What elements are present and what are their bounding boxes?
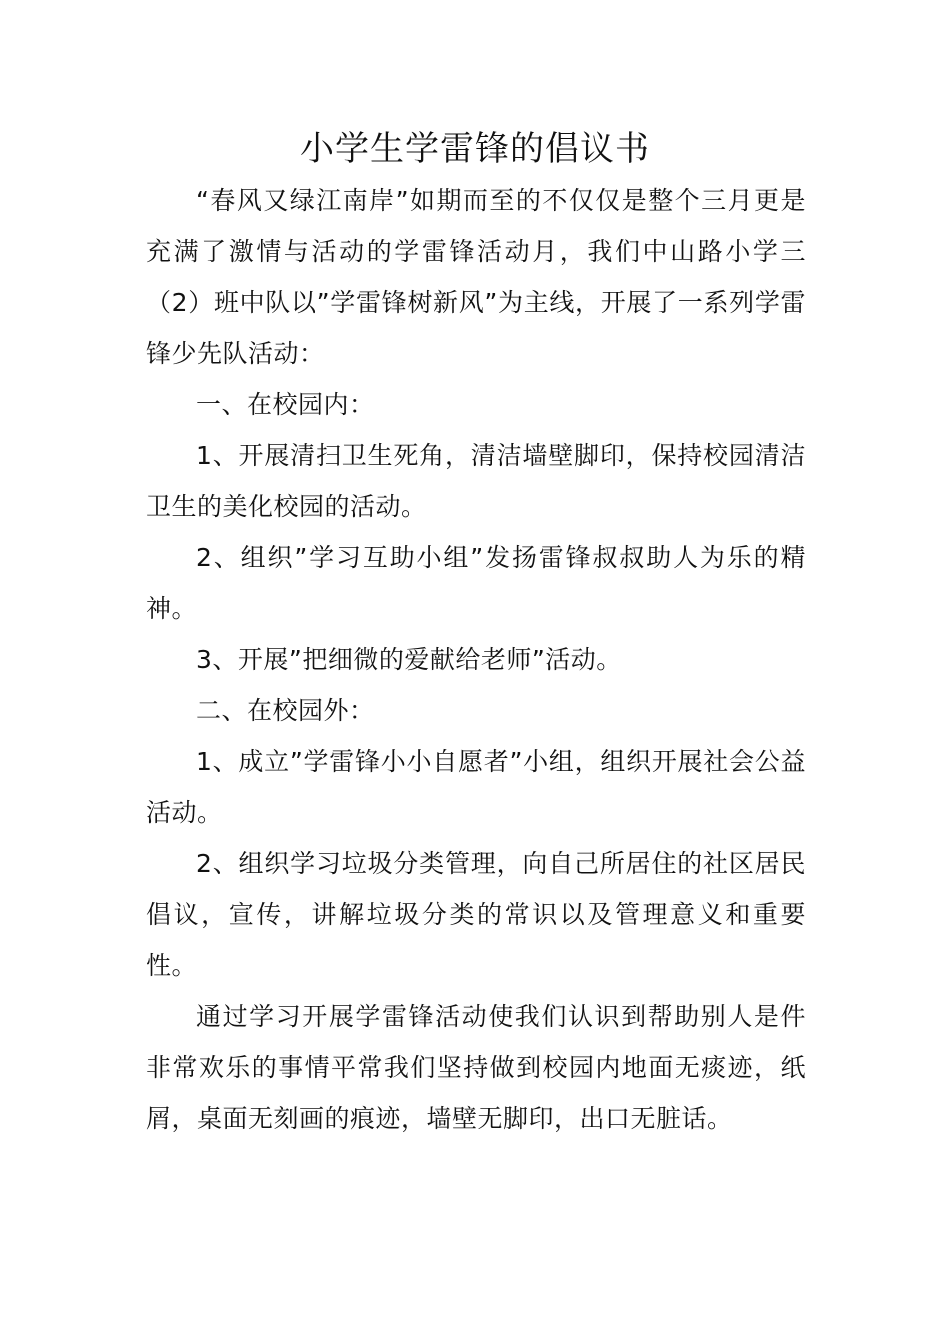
list-item: 2、组织学习垃圾分类管理，向自己所居住的社区居民倡议，宣传，讲解垃圾分类的常识以及管理意义和重要性。 xyxy=(146,849,806,980)
list-item: 1、成立”学雷锋小小自愿者”小组，组织开展社会公益活动。 xyxy=(146,747,806,827)
paragraph-intro: “春风又绿江南岸”如期而至的不仅仅是整个三月更是充满了激情与活动的学雷锋活动月，我们中山路小学三（2）班中队以”学雷锋树新风”为主线，开展了一系列学雷锋少先队活动： xyxy=(146,186,806,368)
document-body xyxy=(146,175,806,1144)
section-heading-inside-school: 一、在校园内： xyxy=(196,390,375,419)
list-item: 1、开展清扫卫生死角，清洁墙壁脚印，保持校园清洁卫生的美化校园的活动。 xyxy=(146,441,806,521)
list-item: 3、开展”把细微的爱献给老师”活动。 xyxy=(196,645,622,674)
paragraph-conclusion: 通过学习开展学雷锋活动使我们认识到帮助别人是件非常欢乐的事情平常我们坚持做到校园内地面无痰迹，纸屑，桌面无刻画的痕迹，墙壁无脚印，出口无脏话。 xyxy=(146,1002,806,1133)
document-title: 小学生学雷锋的倡议书 xyxy=(300,129,650,169)
list-item: 2、组织”学习互助小组”发扬雷锋叔叔助人为乐的精神。 xyxy=(146,543,806,623)
section-heading-outside-school: 二、在校园外： xyxy=(196,696,375,725)
